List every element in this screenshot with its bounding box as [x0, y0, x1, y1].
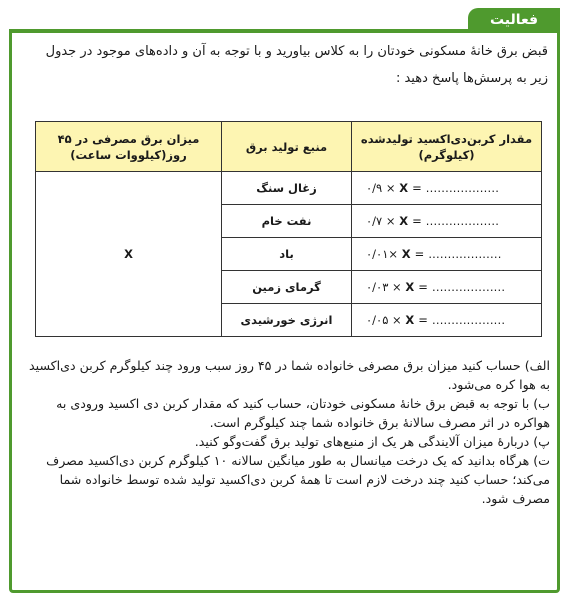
table-header-row — [36, 122, 542, 172]
formula-cell: ۰/۹ × X = ................... — [352, 172, 542, 205]
source-cell: انرژی خورشیدی — [222, 304, 352, 337]
question-d-line-2: می‌کند؛ حساب کنید چند درخت لازم است تا همهٔ کربن دی‌اکسید تولید شده توسط خانواده شما — [59, 472, 550, 487]
source-cell: باد — [222, 238, 352, 271]
header-source: منبع تولید برق — [222, 122, 352, 172]
formula-cell: ۰/۰۳ × X = ................... — [352, 271, 542, 304]
source-cell: گرمای زمین — [222, 271, 352, 304]
activity-title: فعالیت — [468, 8, 560, 32]
header-consumption: میزان برق مصرفی در ۴۵ روز(کیلووات ساعت) — [36, 122, 222, 172]
question-b-line-1: ب) با توجه به قبض برق خانهٔ مسکونی خودتان، حساب کنید که مقدار کربن دی اکسید ورودی به — [56, 396, 550, 411]
question-d-line-1: ت) هرگاه بدانید که یک درخت میانسال به طور میانگین سالانه ۱۰ کیلوگرم کربن دی‌اکسید مصرف — [46, 453, 550, 468]
question-d-line-3: مصرف شود. — [481, 491, 550, 506]
source-cell: نفت خام — [222, 205, 352, 238]
formula-cell: ۰/۰۱× X = ................... — [352, 238, 542, 271]
question-a-line-2: به هوا کره می‌شود. — [447, 377, 550, 392]
questions-block — [18, 356, 550, 508]
question-c-line-1: پ) دربارهٔ میزان آلایندگی هر یک از منبع‌های تولید برق گفت‌وگو کنید. — [194, 434, 550, 449]
table-row — [36, 172, 542, 205]
formula-cell: ۰/۷ × X = ................... — [352, 205, 542, 238]
header-co2: مقدار کربن‌دی‌اکسید تولیدشده (کیلوگرم) — [352, 122, 542, 172]
emission-table — [35, 121, 542, 337]
question-a-line-1: الف) حساب کنید میزان برق مصرفی خانواده شما در ۴۵ روز سبب ورود چند کیلوگرم کربن دی‌اکسید — [29, 358, 550, 373]
intro-line-1: قبض برق خانهٔ مسکونی خودتان را به کلاس بیاورید و با توجه به آن و داده‌های موجود در جدول — [45, 44, 548, 59]
question-b-line-2: هواکره در اثر مصرف سالانهٔ برق خانواده شما چند کیلوگرم است. — [209, 415, 550, 430]
intro-line-2: زیر به پرسش‌ها پاسخ دهید : — [395, 71, 548, 86]
intro-text — [22, 38, 548, 92]
consumption-cell: X — [36, 172, 222, 337]
formula-cell: ۰/۰۵ × X = ................... — [352, 304, 542, 337]
source-cell: زغال سنگ — [222, 172, 352, 205]
